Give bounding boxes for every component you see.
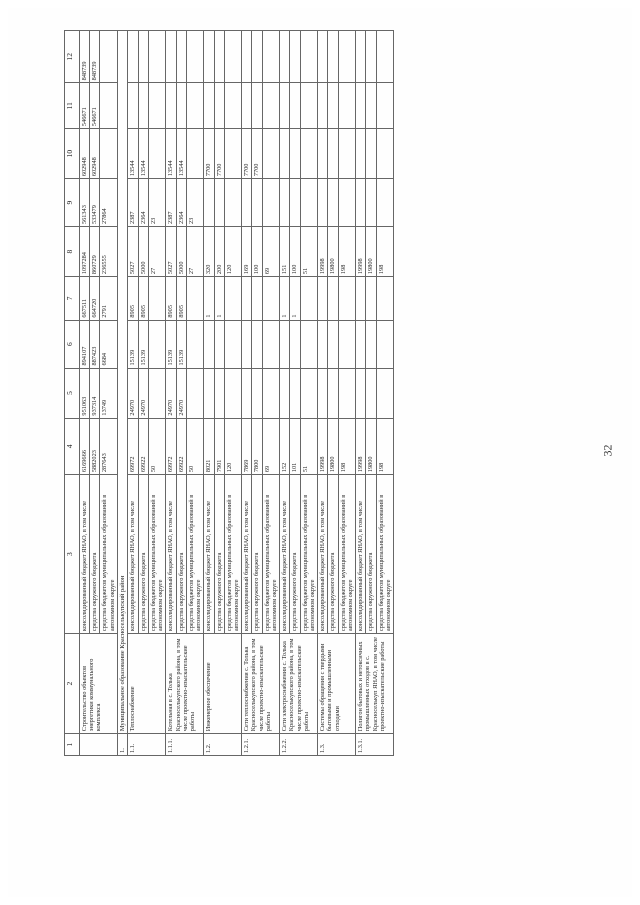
value-cell (356, 179, 366, 227)
value-cell: 2387 (166, 179, 176, 227)
value-cell (356, 31, 366, 83)
funding-source: средства бюджетов муниципальных образований в автономном округе (376, 475, 393, 634)
value-cell (338, 320, 355, 368)
value-cell (186, 277, 203, 321)
header-cell: 8 (65, 227, 80, 277)
value-cell (186, 368, 203, 418)
funding-source: консолидированный бюджет ЯНАО, в том числе (242, 475, 252, 634)
value-cell: 15139 (176, 320, 186, 368)
object-name: Строительство объектов энергетики коммунального комплекса (80, 634, 118, 734)
value-cell: 120 (224, 227, 241, 277)
object-name: Теплоснабжение (128, 634, 166, 734)
value-cell (366, 129, 376, 179)
value-cell (280, 320, 290, 368)
value-cell (100, 83, 117, 129)
value-cell (262, 277, 279, 321)
value-cell (148, 83, 165, 129)
value-cell (242, 320, 252, 368)
value-cell: 27 (148, 227, 165, 277)
value-cell: 5000 (138, 227, 148, 277)
value-cell (366, 277, 376, 321)
value-cell (338, 83, 355, 129)
row-number: 1. (117, 734, 127, 756)
value-cell (138, 31, 148, 83)
header-cell: 7 (65, 277, 80, 321)
value-cell: 198 (376, 227, 393, 277)
value-cell: 152 (280, 418, 290, 475)
value-cell (214, 368, 224, 418)
table-row (166, 31, 176, 756)
value-cell: 13544 (128, 129, 138, 179)
row-number: 1.1. (128, 734, 166, 756)
value-cell (366, 368, 376, 418)
value-cell: 533479 (90, 179, 100, 227)
row-number: 1.3.1. (356, 734, 394, 756)
funding-source: средства бюджетов муниципальных образований в автономном округе (338, 475, 355, 634)
value-cell (252, 31, 262, 83)
value-cell (242, 31, 252, 83)
funding-source: средства окружного бюджета (176, 475, 186, 634)
value-cell (166, 83, 176, 129)
funding-source: средства окружного бюджета (214, 475, 224, 634)
value-cell: 69922 (176, 418, 186, 475)
value-cell (224, 83, 241, 129)
value-cell (300, 179, 317, 227)
table-row (204, 31, 214, 756)
funding-source: консолидированный бюджет ЯНАО, в том числе (128, 475, 138, 634)
value-cell (224, 368, 241, 418)
value-cell (328, 83, 338, 129)
value-cell: 848739 (90, 31, 100, 83)
value-cell (242, 179, 252, 227)
value-cell (224, 129, 241, 179)
value-cell: 7869 (242, 418, 252, 475)
value-cell (318, 129, 328, 179)
value-cell: 198 (376, 418, 393, 475)
funding-source: средства бюджетов муниципальных образований в автономном округе (300, 475, 317, 634)
value-cell (204, 31, 214, 83)
header-cell: 9 (65, 179, 80, 227)
value-cell: 561343 (80, 179, 90, 227)
value-cell (204, 320, 214, 368)
value-cell: 951063 (80, 368, 90, 418)
value-cell: 13544 (138, 129, 148, 179)
value-cell (100, 129, 117, 179)
value-cell: 69922 (138, 418, 148, 475)
header-cell: 3 (65, 475, 80, 634)
value-cell: 7700 (252, 129, 262, 179)
value-cell (214, 83, 224, 129)
value-cell (262, 31, 279, 83)
value-cell (328, 277, 338, 321)
value-cell: 24970 (166, 368, 176, 418)
value-cell: 1097284 (80, 227, 90, 277)
scanned-page (8, 8, 632, 897)
value-cell: 101 (290, 418, 300, 475)
value-cell: 7901 (214, 418, 224, 475)
value-cell (318, 83, 328, 129)
value-cell: 19998 (356, 418, 366, 475)
value-cell: 13544 (166, 129, 176, 179)
header-cell: 11 (65, 83, 80, 129)
value-cell (204, 83, 214, 129)
value-cell (280, 129, 290, 179)
object-name: Полигон бытовых и нетоксичных промышленных отходов в с. Красноселькуп ЯНАО, в том числе проектно-изыскательские работы (356, 634, 394, 734)
value-cell: 19800 (366, 227, 376, 277)
value-cell (214, 320, 224, 368)
value-cell: 24970 (128, 368, 138, 418)
value-cell (356, 83, 366, 129)
value-cell: 2364 (138, 179, 148, 227)
object-name: Сети теплоснабжения с. Толька Красноселькупского района, в том числе проектно-изыскательские работы (242, 634, 280, 734)
value-cell (252, 277, 262, 321)
value-cell: 50 (186, 418, 203, 475)
value-cell (176, 31, 186, 83)
value-cell (366, 83, 376, 129)
value-cell (338, 368, 355, 418)
value-cell (166, 31, 176, 83)
value-cell (356, 129, 366, 179)
value-cell (128, 31, 138, 83)
rotated-table-wrapper (64, 30, 584, 756)
value-cell: 1 (214, 277, 224, 321)
value-cell: 7700 (204, 129, 214, 179)
value-cell (252, 368, 262, 418)
value-cell (148, 31, 165, 83)
value-cell: 69 (262, 227, 279, 277)
value-cell (338, 179, 355, 227)
value-cell (328, 31, 338, 83)
funding-source: средства окружного бюджета (366, 475, 376, 634)
value-cell (318, 179, 328, 227)
value-cell (242, 368, 252, 418)
funding-source: средства бюджетов муниципальных образований в автономном округе (148, 475, 165, 634)
value-cell (148, 368, 165, 418)
value-cell (366, 31, 376, 83)
value-cell: 69972 (128, 418, 138, 475)
value-cell (366, 179, 376, 227)
object-name: Сети электроснабжения с. Толька Красноселькупского района, в том числе проектно-изыскательские работы (280, 634, 318, 734)
value-cell: 320 (204, 227, 214, 277)
value-cell (300, 83, 317, 129)
value-cell (148, 129, 165, 179)
value-cell: 8021 (204, 418, 214, 475)
value-cell: 2364 (176, 179, 186, 227)
table-row (128, 31, 138, 756)
header-cell: 2 (65, 634, 80, 734)
value-cell: 602948 (90, 129, 100, 179)
value-cell (252, 179, 262, 227)
value-cell: 51 (300, 418, 317, 475)
value-cell (328, 179, 338, 227)
value-cell (262, 129, 279, 179)
value-cell: 8905 (166, 277, 176, 321)
funding-source: средства окружного бюджета (290, 475, 300, 634)
header-cell: 6 (65, 320, 80, 368)
value-cell: 100 (252, 227, 262, 277)
value-cell: 667511 (80, 277, 90, 321)
value-cell (376, 320, 393, 368)
section-row (117, 31, 127, 756)
value-cell (186, 83, 203, 129)
row-number: 1.3. (318, 734, 356, 756)
value-cell (224, 179, 241, 227)
funding-source: средства бюджетов муниципальных образований в автономном округе (262, 475, 279, 634)
value-cell (186, 320, 203, 368)
value-cell (224, 31, 241, 83)
value-cell (338, 277, 355, 321)
value-cell (128, 83, 138, 129)
header-row (65, 31, 80, 756)
value-cell (328, 320, 338, 368)
value-cell: 23 (186, 179, 203, 227)
value-cell (290, 83, 300, 129)
section-title: Муниципальное образование Красноселькупский район (117, 31, 127, 734)
header-cell: 4 (65, 418, 80, 475)
value-cell: 100 (290, 227, 300, 277)
budget-table (64, 30, 394, 756)
table-row (280, 31, 290, 756)
value-cell (318, 277, 328, 321)
value-cell: 1 (290, 277, 300, 321)
funding-source: консолидированный бюджет ЯНАО, в том числе (204, 475, 214, 634)
value-cell (318, 320, 328, 368)
table-row (242, 31, 252, 756)
value-cell (148, 320, 165, 368)
value-cell (300, 320, 317, 368)
value-cell: 6169666 (80, 418, 90, 475)
value-cell: 19998 (318, 227, 328, 277)
value-cell (280, 179, 290, 227)
value-cell: 7700 (214, 129, 224, 179)
value-cell: 69972 (166, 418, 176, 475)
funding-source: средства бюджетов муниципальных образований в автономном округе (224, 475, 241, 634)
funding-source: средства бюджетов муниципальных образований в автономном округе (100, 475, 117, 634)
value-cell: 894107 (80, 320, 90, 368)
funding-source: консолидированный бюджет ЯНАО, в том числе (280, 475, 290, 634)
header-cell: 1 (65, 734, 80, 756)
value-cell (204, 368, 214, 418)
value-cell: 27 (186, 227, 203, 277)
value-cell: 664720 (90, 277, 100, 321)
value-cell (376, 129, 393, 179)
value-cell (224, 320, 241, 368)
value-cell: 7800 (252, 418, 262, 475)
value-cell (338, 129, 355, 179)
value-cell: 236555 (100, 227, 117, 277)
value-cell: 7700 (242, 129, 252, 179)
value-cell (176, 83, 186, 129)
value-cell (290, 31, 300, 83)
value-cell: 19800 (328, 227, 338, 277)
value-cell (356, 320, 366, 368)
value-cell: 8905 (128, 277, 138, 321)
value-cell (186, 31, 203, 83)
value-cell (214, 179, 224, 227)
row-number: 1.2.1. (242, 734, 280, 756)
value-cell (280, 368, 290, 418)
row-number: 1.2.2. (280, 734, 318, 756)
value-cell: 19800 (366, 418, 376, 475)
value-cell (100, 31, 117, 83)
value-cell: 546671 (90, 83, 100, 129)
row-number: 1.2. (204, 734, 242, 756)
value-cell (328, 368, 338, 418)
value-cell: 602948 (80, 129, 90, 179)
value-cell: 13544 (176, 129, 186, 179)
value-cell (338, 31, 355, 83)
table-row (80, 31, 90, 756)
value-cell: 198 (338, 418, 355, 475)
value-cell: 2387 (128, 179, 138, 227)
funding-source: средства окружного бюджета (328, 475, 338, 634)
value-cell: 5027 (128, 227, 138, 277)
value-cell (148, 277, 165, 321)
object-name: Котельная в с. Толька Красноселькупского района, в том числе проектно-изыскательские работы (166, 634, 204, 734)
value-cell: 5882023 (90, 418, 100, 475)
funding-source: консолидированный бюджет ЯНАО, в том числе (318, 475, 328, 634)
value-cell: 8905 (138, 277, 148, 321)
value-cell: 5027 (166, 227, 176, 277)
value-cell: 546671 (80, 83, 90, 129)
value-cell: 169 (242, 227, 252, 277)
value-cell: 937314 (90, 368, 100, 418)
object-name: Инженерное обеспечение (204, 634, 242, 734)
value-cell: 19800 (328, 418, 338, 475)
value-cell: 120 (224, 418, 241, 475)
object-name: Системы обращения с твердыми бытовыми и промышленными отходами (318, 634, 356, 734)
header-cell: 5 (65, 368, 80, 418)
value-cell (290, 368, 300, 418)
value-cell (376, 368, 393, 418)
table-row (318, 31, 328, 756)
table-row (356, 31, 366, 756)
value-cell: 19998 (356, 227, 366, 277)
value-cell (376, 83, 393, 129)
value-cell (186, 129, 203, 179)
value-cell (280, 31, 290, 83)
value-cell: 24970 (138, 368, 148, 418)
value-cell (300, 368, 317, 418)
value-cell (204, 179, 214, 227)
header-cell: 10 (65, 129, 80, 179)
value-cell (300, 129, 317, 179)
value-cell (252, 83, 262, 129)
value-cell (252, 320, 262, 368)
funding-source: средства окружного бюджета (138, 475, 148, 634)
funding-source: средства окружного бюджета (252, 475, 262, 634)
value-cell: 50 (148, 418, 165, 475)
header-cell: 12 (65, 31, 80, 83)
funding-source: консолидированный бюджет ЯНАО, в том числе (80, 475, 90, 634)
value-cell: 200 (214, 227, 224, 277)
value-cell (356, 277, 366, 321)
value-cell: 15139 (138, 320, 148, 368)
value-cell (376, 277, 393, 321)
value-cell: 23 (148, 179, 165, 227)
funding-source: консолидированный бюджет ЯНАО, в том числе (166, 475, 176, 634)
value-cell (262, 320, 279, 368)
value-cell: 287643 (100, 418, 117, 475)
value-cell (242, 277, 252, 321)
value-cell: 15139 (128, 320, 138, 368)
funding-source: средства окружного бюджета (90, 475, 100, 634)
value-cell (242, 83, 252, 129)
value-cell: 15139 (166, 320, 176, 368)
value-cell (300, 31, 317, 83)
value-cell: 2791 (100, 277, 117, 321)
value-cell: 13749 (100, 368, 117, 418)
value-cell (376, 31, 393, 83)
value-cell: 848739 (80, 31, 90, 83)
value-cell (300, 277, 317, 321)
value-cell (356, 368, 366, 418)
value-cell: 860729 (90, 227, 100, 277)
value-cell: 151 (280, 227, 290, 277)
value-cell (262, 179, 279, 227)
value-cell: 1 (204, 277, 214, 321)
page-number: 32 (600, 444, 615, 457)
value-cell (262, 83, 279, 129)
value-cell: 6684 (100, 320, 117, 368)
value-cell: 198 (338, 227, 355, 277)
value-cell: 1 (280, 277, 290, 321)
value-cell: 27864 (100, 179, 117, 227)
value-cell (318, 31, 328, 83)
value-cell (280, 83, 290, 129)
funding-source: консолидированный бюджет ЯНАО, в том числе (356, 475, 366, 634)
value-cell (366, 320, 376, 368)
value-cell (214, 31, 224, 83)
funding-source: средства бюджетов муниципальных образований в автономном округе (186, 475, 203, 634)
row-number: 1.1.1. (166, 734, 204, 756)
value-cell (290, 129, 300, 179)
value-cell: 19998 (318, 418, 328, 475)
value-cell (290, 320, 300, 368)
value-cell: 69 (262, 418, 279, 475)
value-cell: 887423 (90, 320, 100, 368)
value-cell: 8905 (176, 277, 186, 321)
value-cell: 24970 (176, 368, 186, 418)
value-cell (376, 179, 393, 227)
value-cell: 51 (300, 227, 317, 277)
value-cell (290, 179, 300, 227)
value-cell (262, 368, 279, 418)
row-number (80, 734, 118, 756)
value-cell (318, 368, 328, 418)
table-body (80, 31, 394, 756)
value-cell (224, 277, 241, 321)
value-cell: 5000 (176, 227, 186, 277)
value-cell (138, 83, 148, 129)
value-cell (328, 129, 338, 179)
